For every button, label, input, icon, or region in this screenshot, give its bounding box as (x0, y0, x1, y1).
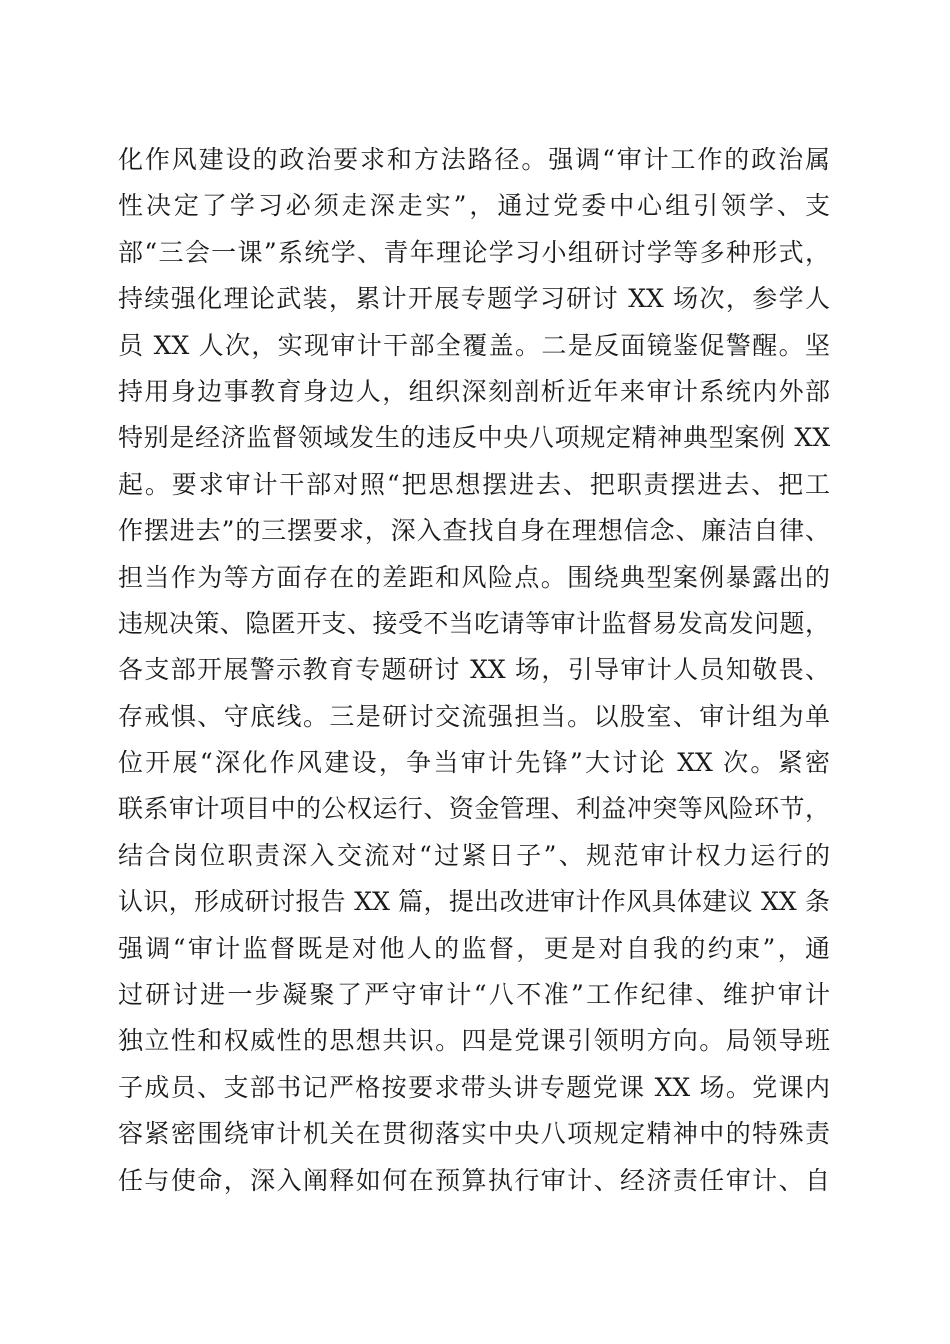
text-line: 结合岗位职责深入交流对“过紧日子”、规范审计权力运行的 (118, 840, 830, 870)
text-line: 起。要求审计干部对照“把思想摆进去、把职责摆进去、把工 (118, 469, 830, 499)
text-line: 任与使命，深入阐释如何在预算执行审计、经济责任审计、自 (118, 1165, 830, 1195)
text-line: 部“三会一课”系统学、青年理论学习小组研讨学等多种形式， (118, 237, 830, 267)
text-line: 作摆进去”的三摆要求，深入查找自身在理想信念、廉洁自律、 (118, 516, 830, 546)
text-line: 位开展“深化作风建设，争当审计先锋”大讨论 XX 次。紧密 (118, 748, 830, 778)
text-line: 过研讨进一步凝聚了严守审计“八不准”工作纪律、维护审计 (118, 980, 830, 1010)
text-line: 容紧密围绕审计机关在贯彻落实中央八项规定精神中的特殊责 (118, 1119, 830, 1149)
text-line: 认识，形成研讨报告 XX 篇，提出改进审计作风具体建议 XX 条 (118, 887, 830, 917)
text-line: 各支部开展警示教育专题研讨 XX 场，引导审计人员知敬畏、 (118, 655, 830, 685)
text-line: 特别是经济监督领域发生的违反中央八项规定精神典型案例 XX (118, 423, 830, 453)
text-line: 强调“审计监督既是对他人的监督，更是对自我的约束”，通 (118, 933, 830, 963)
body-paragraph (118, 137, 830, 1204)
text-line: 性决定了学习必须走深走实”，通过党委中心组引领学、支 (118, 191, 830, 221)
text-line: 子成员、支部书记严格按要求带头讲专题党课 XX 场。党课内 (118, 1072, 830, 1102)
text-line: 违规决策、隐匿开支、接受不当吃请等审计监督易发高发问题， (118, 608, 830, 638)
text-line: 员 XX 人次，实现审计干部全覆盖。二是反面镜鉴促警醒。坚 (118, 330, 830, 360)
text-line: 联系审计项目中的公权运行、资金管理、利益冲突等风险环节， (118, 794, 830, 824)
text-line: 存戒惧、守底线。三是研讨交流强担当。以股室、审计组为单 (118, 701, 830, 731)
text-line: 独立性和权威性的思想共识。四是党课引领明方向。局领导班 (118, 1026, 830, 1056)
text-line: 化作风建设的政治要求和方法路径。强调“审计工作的政治属 (118, 145, 830, 174)
text-line: 持用身边事教育身边人，组织深刻剖析近年来审计系统内外部 (118, 376, 830, 406)
text-line: 持续强化理论武装，累计开展专题学习研讨 XX 场次，参学人 (118, 284, 830, 314)
text-line: 担当作为等方面存在的差距和风险点。围绕典型案例暴露出的 (118, 562, 830, 592)
